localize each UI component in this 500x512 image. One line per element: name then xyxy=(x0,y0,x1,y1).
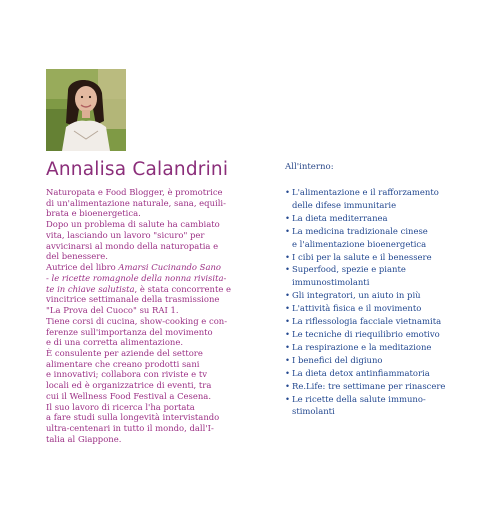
contents-list xyxy=(285,186,485,418)
bio-line-text: Autrice del libro xyxy=(46,262,119,273)
bullet-icon: • xyxy=(285,367,290,378)
contents-item xyxy=(285,251,485,264)
bio-line: "La Prova del Cuoco" su RAI 1. xyxy=(46,305,179,316)
contents-item-text: e l'alimentazione bioenergetica xyxy=(292,238,427,249)
author-bio xyxy=(46,187,268,445)
contents-item xyxy=(285,289,485,302)
bio-line: brata e bioenergetica. xyxy=(46,208,141,219)
bullet-icon: • xyxy=(285,303,290,314)
bio-line xyxy=(46,262,268,273)
contents-item xyxy=(285,225,485,251)
contents-item xyxy=(285,328,485,341)
bio-line: Dopo un problema di salute ha cambiato xyxy=(46,219,220,230)
author-name: Annalisa Calandrini xyxy=(46,159,229,180)
contents-item xyxy=(285,186,485,212)
bio-line xyxy=(46,284,268,295)
contents-item-text: La riflessologia facciale vietnamita xyxy=(292,316,442,327)
contents-item-text: Le ricette della salute immuno- xyxy=(292,393,426,404)
bio-line: ultra-centenari in tutto il mondo, dall'I- xyxy=(46,423,214,434)
bio-line: del benessere. xyxy=(46,251,108,262)
contents-item xyxy=(285,393,485,419)
contents-item xyxy=(285,380,485,393)
contents-item xyxy=(285,315,485,328)
contents-item xyxy=(285,302,485,315)
bio-line: ferenze sull'importanza del movimento xyxy=(46,326,213,337)
bio-line: alimentare che creano prodotti sani xyxy=(46,358,200,369)
bullet-icon: • xyxy=(285,328,290,339)
bio-italic-text: Amarsi Cucinando Sano xyxy=(118,262,221,273)
author-photo xyxy=(46,69,126,151)
bullet-icon: • xyxy=(285,187,290,197)
contents-item-text: L'alimentazione e il rafforzamento xyxy=(292,187,439,197)
bio-line: e di una corretta alimentazione. xyxy=(46,337,184,348)
bio-line: È consulente per aziende del settore xyxy=(46,348,203,359)
contents-item-text: La dieta mediterranea xyxy=(292,212,388,223)
bullet-icon: • xyxy=(285,251,290,262)
bio-line: a fare studi sulla longevità intervistando xyxy=(46,412,220,423)
contents-item xyxy=(285,341,485,354)
contents-item-text: immunostimolanti xyxy=(292,277,370,288)
contents-title: All'interno: xyxy=(285,162,334,172)
bio-line: e innovativi; collabora con riviste e tv xyxy=(46,369,208,380)
contents-item xyxy=(285,367,485,380)
bio-line: di un'alimentazione naturale, sana, equili- xyxy=(46,197,226,208)
contents-item-text: Re.Life: tre settimane per rinascere xyxy=(292,380,446,391)
bullet-icon: • xyxy=(285,264,290,275)
contents-item-text: Gli integratori, un aiuto in più xyxy=(292,290,421,301)
bio-line-text: , è stata concorrente e xyxy=(134,283,232,294)
author-portrait-icon xyxy=(46,69,126,151)
bio-line: vincitrice settimanale della trasmissione xyxy=(46,294,220,305)
bio-line: avvicinarsi al mondo della naturopatia e xyxy=(46,240,219,251)
bullet-icon: • xyxy=(285,380,290,391)
bio-line: - le ricette romagnole della nonna rivisita- xyxy=(46,272,227,283)
bio-line: talia al Giappone. xyxy=(46,433,122,444)
contents-item-text: Le tecniche di riequilibrio emotivo xyxy=(292,328,440,339)
contents-item-text: stimolanti xyxy=(292,406,335,417)
contents-item xyxy=(285,212,485,225)
contents-item-text: I cibi per la salute e il benessere xyxy=(292,251,432,262)
contents-item-text: delle difese immunitarie xyxy=(292,199,397,210)
contents-item-text: L'attività fisica e il movimento xyxy=(292,303,422,314)
contents-item xyxy=(285,263,485,289)
bullet-icon: • xyxy=(285,290,290,301)
contents-item xyxy=(285,354,485,367)
contents-item-text: Superfood, spezie e piante xyxy=(292,264,406,275)
bio-line: locali ed è organizzatrice di eventi, tra xyxy=(46,380,212,391)
bullet-icon: • xyxy=(285,354,290,365)
contents-item-text: La medicina tradizionale cinese xyxy=(292,225,428,236)
bio-line: vita, lasciando un lavoro "sicuro" per xyxy=(46,229,205,240)
contents-item-text: La respirazione e la meditazione xyxy=(292,341,432,352)
bullet-icon: • xyxy=(285,393,290,404)
bio-italic-text: te in chiave salutista xyxy=(46,283,135,294)
bio-line: Naturopata e Food Blogger, è promotrice xyxy=(46,187,223,197)
bullet-icon: • xyxy=(285,212,290,223)
bullet-icon: • xyxy=(285,316,290,327)
contents-item-text: I benefici del digiuno xyxy=(292,354,383,365)
bio-line: Il suo lavoro di ricerca l'ha portata xyxy=(46,401,195,412)
contents-item-text: La dieta detox antinfiammatoria xyxy=(292,367,430,378)
bio-line: Tiene corsi di cucina, show-cooking e con- xyxy=(46,315,228,326)
bio-line: cui il Wellness Food Festival a Cesena. xyxy=(46,390,212,401)
bullet-icon: • xyxy=(285,341,290,352)
bullet-icon: • xyxy=(285,225,290,236)
